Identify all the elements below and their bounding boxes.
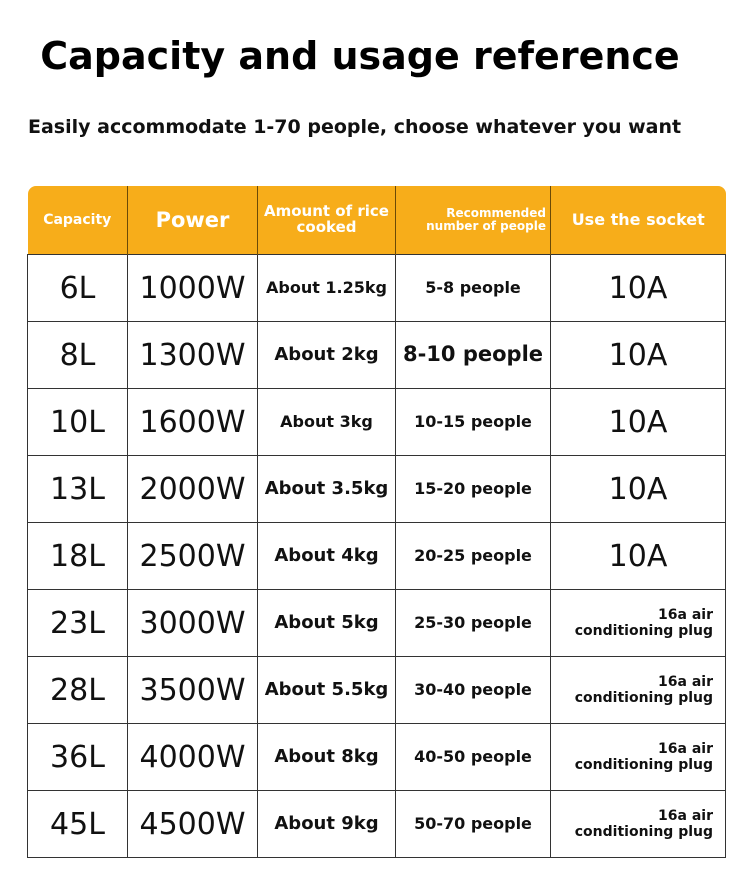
rice-cell: About 9kg — [258, 791, 396, 858]
table-row — [28, 791, 726, 858]
table-header-row — [28, 186, 726, 255]
people-cell: 8-10 people — [396, 322, 551, 389]
rice-cell: About 1.25kg — [258, 255, 396, 322]
capacity-cell: 45L — [28, 791, 128, 858]
capacity-table-container — [27, 186, 727, 858]
capacity-cell: 18L — [28, 523, 128, 590]
table-row — [28, 724, 726, 791]
socket-cell: 10A — [551, 255, 726, 322]
power-cell: 1300W — [128, 322, 258, 389]
power-cell: 2000W — [128, 456, 258, 523]
power-cell: 4000W — [128, 724, 258, 791]
table-row — [28, 657, 726, 724]
rice-cell: About 8kg — [258, 724, 396, 791]
header-socket: Use the socket — [551, 186, 726, 255]
table-row — [28, 456, 726, 523]
table-row — [28, 590, 726, 657]
table-row — [28, 255, 726, 322]
people-cell: 15-20 people — [396, 456, 551, 523]
socket-cell: 16a air conditioning plug — [551, 791, 726, 858]
capacity-cell: 10L — [28, 389, 128, 456]
people-cell: 5-8 people — [396, 255, 551, 322]
capacity-cell: 6L — [28, 255, 128, 322]
header-power: Power — [128, 186, 258, 255]
table-row — [28, 322, 726, 389]
people-cell: 30-40 people — [396, 657, 551, 724]
rice-cell: About 3kg — [258, 389, 396, 456]
rice-cell: About 5kg — [258, 590, 396, 657]
rice-cell: About 3.5kg — [258, 456, 396, 523]
socket-cell: 10A — [551, 523, 726, 590]
socket-cell: 16a air conditioning plug — [551, 657, 726, 724]
rice-cell: About 4kg — [258, 523, 396, 590]
table-row — [28, 389, 726, 456]
power-cell: 2500W — [128, 523, 258, 590]
header-rice-amount: Amount of rice cooked — [258, 186, 396, 255]
socket-cell: 10A — [551, 389, 726, 456]
header-capacity: Capacity — [28, 186, 128, 255]
power-cell: 1000W — [128, 255, 258, 322]
header-recommended-people: Recommended number of people — [396, 186, 551, 255]
people-cell: 25-30 people — [396, 590, 551, 657]
power-cell: 1600W — [128, 389, 258, 456]
capacity-table — [27, 186, 726, 858]
socket-cell: 16a air conditioning plug — [551, 724, 726, 791]
power-cell: 3500W — [128, 657, 258, 724]
people-cell: 40-50 people — [396, 724, 551, 791]
socket-cell: 16a air conditioning plug — [551, 590, 726, 657]
page-title: Capacity and usage reference — [40, 34, 680, 78]
people-cell: 10-15 people — [396, 389, 551, 456]
socket-cell: 10A — [551, 322, 726, 389]
capacity-cell: 8L — [28, 322, 128, 389]
rice-cell: About 5.5kg — [258, 657, 396, 724]
capacity-cell: 23L — [28, 590, 128, 657]
rice-cell: About 2kg — [258, 322, 396, 389]
people-cell: 50-70 people — [396, 791, 551, 858]
socket-cell: 10A — [551, 456, 726, 523]
power-cell: 4500W — [128, 791, 258, 858]
capacity-cell: 36L — [28, 724, 128, 791]
page-subtitle: Easily accommodate 1-70 people, choose whatever you want — [28, 116, 682, 138]
people-cell: 20-25 people — [396, 523, 551, 590]
capacity-cell: 28L — [28, 657, 128, 724]
capacity-cell: 13L — [28, 456, 128, 523]
power-cell: 3000W — [128, 590, 258, 657]
table-row — [28, 523, 726, 590]
